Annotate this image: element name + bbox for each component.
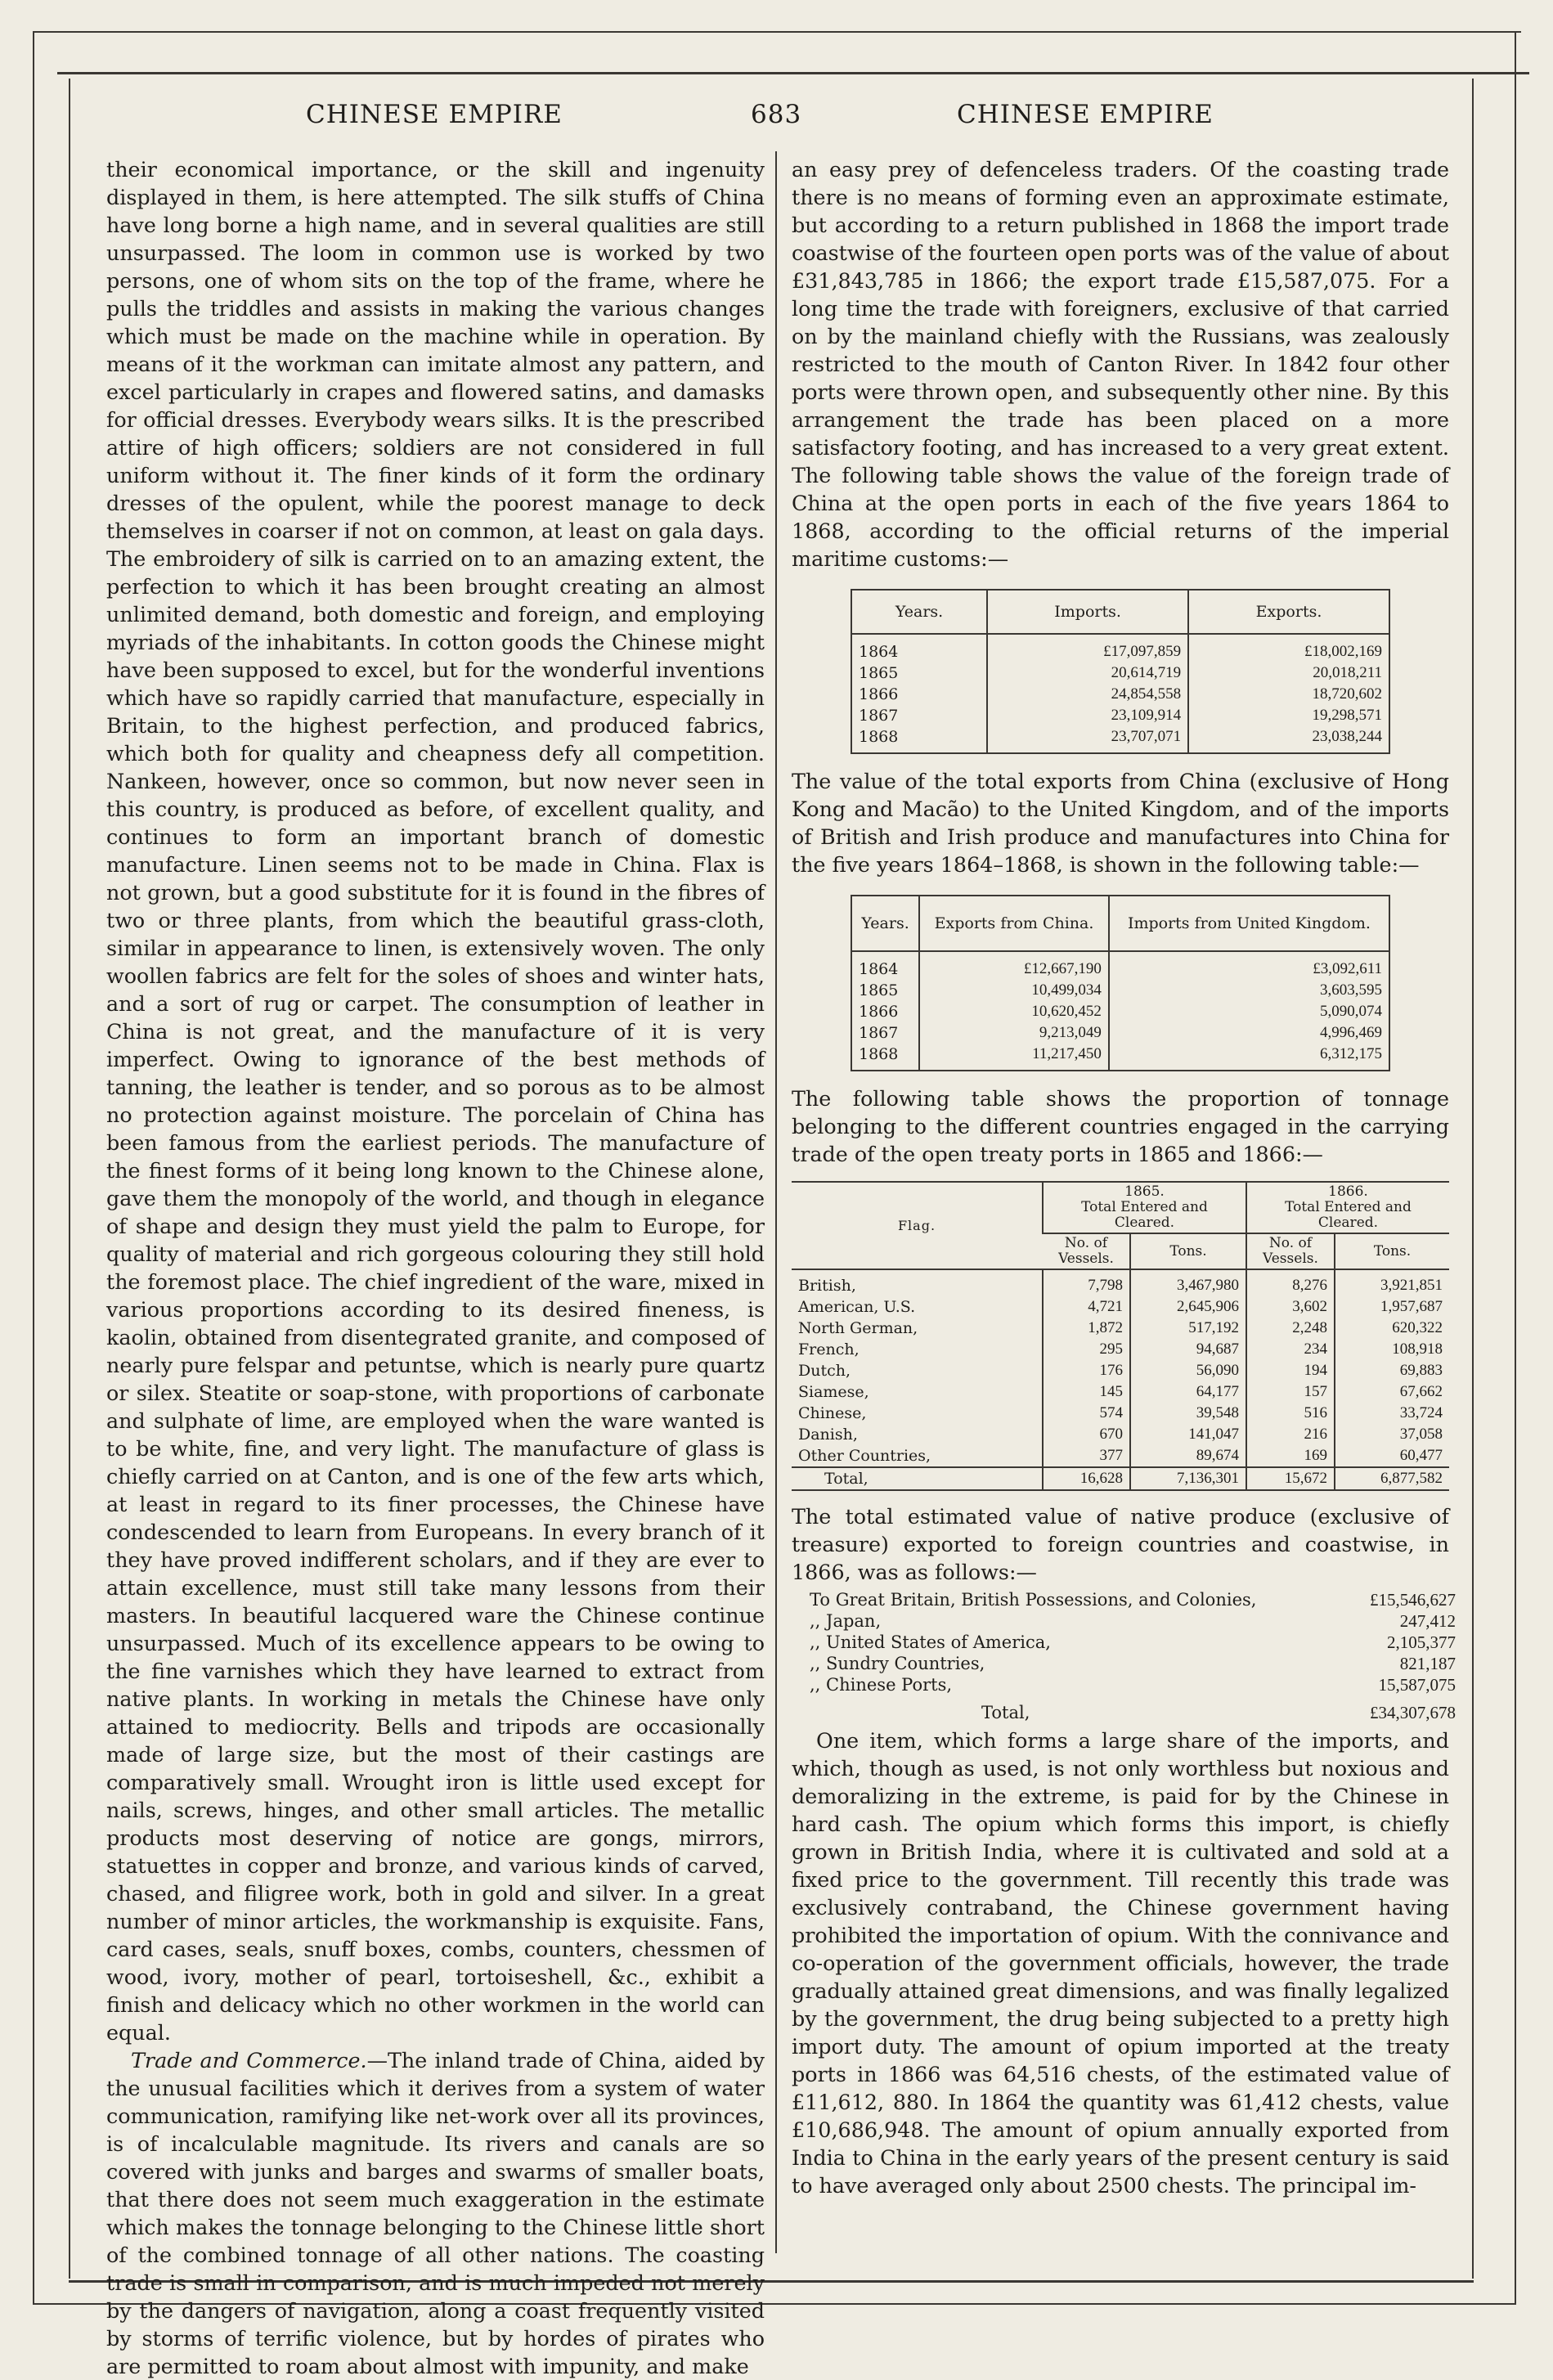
trade-text: —The inland trade of China, aided by the unusual facilities which it derives from a system of water communication, ramifying like net-work over all its provinces, is of incalculable magnitude. Its rivers and canals are so covered with junks and barges and swarms of smaller boats, that there does not seem much exaggeration in the estimate which makes the tonnage belonging to the Chinese little short of the combined tonnage of all other nations. The coasting trade is small in comparison, and is much impeded not merely by the dangers of navigation, along a coast frequently visited by storms of terrific violence, but by hordes of pirates who are permitted to roam about almost with impunity, and make xyxy=(106,2048,765,2378)
tons-1865: 517,192 xyxy=(1130,1318,1246,1339)
table1-year: 1864 xyxy=(859,643,899,661)
vessels-header-1866: No. of Vessels. xyxy=(1246,1233,1335,1269)
vessels-1865: 1,872 xyxy=(1043,1318,1130,1339)
flag-name: French, xyxy=(798,1340,860,1358)
table1-year: 1867 xyxy=(859,707,899,725)
table2-imports: 4,996,469 xyxy=(1109,1022,1389,1044)
table1-imports: 20,614,719 xyxy=(987,662,1188,684)
table-row xyxy=(851,1001,1389,1022)
table2-imports: 3,603,595 xyxy=(1109,980,1389,1001)
left-column xyxy=(106,155,765,2380)
tons-1865: 39,548 xyxy=(1130,1403,1246,1424)
table-row xyxy=(851,1022,1389,1044)
table1-header-imports: Imports. xyxy=(987,590,1188,634)
tons-1866: 3,921,851 xyxy=(1335,1269,1449,1296)
year-1865: 1865. xyxy=(1124,1183,1165,1200)
tons-1865: 64,177 xyxy=(1130,1381,1246,1403)
table2-header-years: Years. xyxy=(851,896,919,951)
tonnage-total-row xyxy=(792,1467,1449,1490)
table2-header-exports: Exports from China. xyxy=(919,896,1109,951)
trade-paragraph xyxy=(106,2046,765,2380)
table1-exports: 19,298,571 xyxy=(1188,705,1389,726)
table-row xyxy=(792,1360,1449,1381)
table2-exports: 10,620,452 xyxy=(919,1001,1109,1022)
flag-name: Danish, xyxy=(798,1426,858,1444)
group-label-1865: Total Entered and Cleared. xyxy=(1081,1199,1208,1231)
table-row xyxy=(792,1403,1449,1424)
table2-year: 1867 xyxy=(859,1024,899,1042)
vessels-1866: 2,248 xyxy=(1246,1318,1335,1339)
table1-imports: 23,109,914 xyxy=(987,705,1188,726)
table2-exports: £12,667,190 xyxy=(919,951,1109,980)
vessels-1866: 516 xyxy=(1246,1403,1335,1424)
page-number: 683 xyxy=(751,100,802,129)
list-item xyxy=(810,1610,1456,1632)
tons-1866: 60,477 xyxy=(1335,1445,1449,1467)
paragraph-native-produce: The total estimated value of native produce (exclusive of treasure) exported to foreign countries and coastwise, in 1866, was as follows:— xyxy=(792,1504,1449,1584)
table2-imports: 6,312,175 xyxy=(1109,1044,1389,1071)
table1-header-years: Years. xyxy=(851,590,987,634)
table-row xyxy=(792,1296,1449,1318)
table2-exports: 9,213,049 xyxy=(919,1022,1109,1044)
paragraph-opium: One item, which forms a large share of the imports, and which, though as used, is not only worthless but noxious and demoralizing in the extreme, is paid for by the Chinese in hard cash. The opium which forms this import, is chiefly grown in British India, where it is cultivated and sold at a fixed price to the government. Till recently this trade was exclusively contraband, the Chinese government having prohibited the importation of opium. With the connivance and co-operation of the government officials, however, the trade gradually attained great dimensions, and was finally legalized by the government, the drug being subjected to a pretty high import duty. The amount of opium imported at the treaty ports in 1866 was 64,516 chests, of the estimated value of £11,612, 880. In 1864 the quantity was 61,412 chests, value £10,686,948. The amount of opium annually exported from India to China in the early years of the present century is said to have averaged only about 2500 chests. The principal im- xyxy=(792,1728,1449,2198)
table-row xyxy=(792,1339,1449,1360)
vessels-1865: 377 xyxy=(1043,1445,1130,1467)
table2-exports: 10,499,034 xyxy=(919,980,1109,1001)
table1-year: 1866 xyxy=(859,685,899,703)
vessels-1866: 3,602 xyxy=(1246,1296,1335,1318)
frame-left-outer xyxy=(33,31,34,2305)
paragraph-uk-trade: The value of the total exports from China (exclusive of Hong Kong and Macão) to the United Kingdom, and of the imports of British and Irish produce and manufactures into China for the five years 1864–1868, is shown in the following table:— xyxy=(792,769,1449,877)
table2-header-imports: Imports from United Kingdom. xyxy=(1109,896,1389,951)
flag-name: Chinese, xyxy=(798,1404,867,1422)
table1-year: 1865 xyxy=(859,664,899,682)
table1-imports: 24,854,558 xyxy=(987,684,1188,705)
table1-imports: £17,097,859 xyxy=(987,634,1188,662)
flag-name: North German, xyxy=(798,1319,918,1337)
table-row xyxy=(792,1269,1449,1296)
table2-year: 1864 xyxy=(859,960,899,978)
total-vessels-1865: 16,628 xyxy=(1043,1467,1130,1490)
table1-exports: £18,002,169 xyxy=(1188,634,1389,662)
table1-imports: 23,707,071 xyxy=(987,726,1188,753)
table1-year: 1868 xyxy=(859,728,899,746)
tons-1866: 1,957,687 xyxy=(1335,1296,1449,1318)
tons-1865: 3,467,980 xyxy=(1130,1269,1246,1296)
running-head-left: CHINESE EMPIRE xyxy=(306,100,563,129)
value: 247,412 xyxy=(1399,1611,1456,1631)
tons-1865: 141,047 xyxy=(1130,1424,1246,1445)
table-row xyxy=(851,980,1389,1001)
flag-name: American, U.S. xyxy=(798,1298,916,1316)
tons-1866: 108,918 xyxy=(1335,1339,1449,1360)
vessels-1865: 574 xyxy=(1043,1403,1130,1424)
vessels-1866: 169 xyxy=(1246,1445,1335,1467)
table2-year: 1868 xyxy=(859,1045,899,1063)
table1-exports: 18,720,602 xyxy=(1188,684,1389,705)
table-row xyxy=(851,726,1389,753)
table-row xyxy=(851,634,1389,662)
flag-header: Flag. xyxy=(792,1182,1043,1269)
year-1866: 1866. xyxy=(1328,1183,1368,1200)
tons-1866: 37,058 xyxy=(1335,1424,1449,1445)
table2-imports: 5,090,074 xyxy=(1109,1001,1389,1022)
right-column xyxy=(792,155,1456,2199)
frame-top-inner xyxy=(57,72,1529,74)
native-total-value: £34,307,678 xyxy=(1370,1703,1456,1722)
tons-header-1865: Tons. xyxy=(1130,1233,1246,1269)
value: 821,187 xyxy=(1399,1654,1456,1673)
table2-year: 1865 xyxy=(859,981,899,999)
tons-1865: 94,687 xyxy=(1130,1339,1246,1360)
tonnage-table xyxy=(792,1181,1449,1491)
frame-top-outer xyxy=(33,31,1521,33)
destination: ,, Sundry Countries, xyxy=(810,1654,985,1673)
table2-exports: 11,217,450 xyxy=(919,1044,1109,1071)
table1-header-exports: Exports. xyxy=(1188,590,1389,634)
table-row xyxy=(851,705,1389,726)
group-label-1866: Total Entered and Cleared. xyxy=(1285,1199,1412,1231)
tons-1866: 69,883 xyxy=(1335,1360,1449,1381)
flag-name: Siamese, xyxy=(798,1383,869,1401)
table-row xyxy=(792,1424,1449,1445)
uk-trade-table xyxy=(851,895,1390,1071)
list-item xyxy=(810,1653,1456,1674)
vessels-1866: 157 xyxy=(1246,1381,1335,1403)
total-tons-1866: 6,877,582 xyxy=(1335,1467,1449,1490)
flag-name: Other Countries, xyxy=(798,1447,931,1465)
frame-left-inner xyxy=(69,79,70,2279)
left-paragraph: their economical importance, or the skill and ingenuity displayed in them, is here attempted. The silk stuffs of China have long borne a high name, and in several qualities are still unsurpassed. The loom in common use is worked by two persons, one of whom sits on the top of the frame, where he pulls the triddles and assists in making the various changes which must be made on the machine while in operation. By means of it the workman can imitate almost any pattern, and excel particularly in crapes and flowered satins, and damasks for official dresses. Everybody wears silks. It is the prescribed attire of high officers; soldiers are not considered in full uniform without it. The finer kinds of it form the ordinary dresses of the opulent, while the poorest manage to deck themselves in coarser if not on common, at least on gala days. The embroidery of silk is carried on to an amazing extent, the perfection to which it has been brought creating an almost unlimited demand, both domestic and foreign, and employing myriads of the inhabitants. In cotton goods the Chinese might have been supposed to excel, but for the wonderful inventions which have so rapidly carried that manufacture, especially in Britain, to the highest perfection, and produced fabrics, which both for quality and cheapness defy all competition. Nankeen, however, once so common, but now never seen in this country, is produced as before, of excellent quality, and continues to form an important branch of domestic manufacture. Linen seems not to be made in China. Flax is not grown, but a good substitute for it is found in the fibres of two or three plants, from which the beautiful grass-cloth, similar in appearance to linen, is extensively woven. The only woollen fabrics are felt for the soles of shoes and winter hats, and a sort of rug or carpet. The consumption of leather in China is not great, and the manufacture of it is very imperfect. Owing to ignorance of the best methods of tanning, the leather is tender, and so porous as to be almost no protection against moisture. The porcelain of China has been famous from the earliest periods. The manufacture of the finest forms of it being long known to the Chinese alone, gave them the monopoly of the world, and though in elegance of shape and design they must yield the palm to Europe, for quality of material and rich gorgeous colouring they still hold the foremost place. The chief ingredient of the ware, mixed in various proportions according to its desired fineness, is kaolin, obtained from disentegrated granite, and composed of nearly pure felspar and petuntse, which is nearly pure quartz or silex. Steatite or soap-stone, with proportions of carbonate and sulphate of lime, are employed when the ware wanted is to be white, fine, and very light. The manufacture of glass is chiefly carried on at Canton, and is one of the few arts which, at least in regard to its finer processes, the Chinese have condescended to learn from Europeans. In every branch of it they have proved indifferent scholars, and if they are ever to attain excellence, must still take many lessons from their masters. In beautiful lacquered ware the Chinese continue unsurpassed. Much of its excellence appears to be owing to the fine varnishes which they have learned to extract from native plants. In working in metals the Chinese have only attained to mediocrity. Bells and tripods are occasionally made of large size, but the most of their castings are comparatively small. Wrought iron is little used except for nails, screws, hinges, and other small articles. The metallic products most deserving of notice are gongs, mirrors, statuettes in copper and bronze, and various kinds of carved, chased, and filigree work, both in gold and silver. In a great number of minor articles, the workmanship is exquisite. Fans, card cases, seals, snuff boxes, combs, counters, chessmen of wood, ivory, mother of pearl, tortoiseshell, &c., exhibit a finish and delicacy which no other workmen in the world can equal. xyxy=(106,157,765,2045)
paragraph-tonnage: The following table shows the proportion of tonnage belonging to the different countries engaged in the carrying trade of the open treaty ports in 1865 and 1866:— xyxy=(792,1086,1449,1166)
native-total-label: Total, xyxy=(981,1703,1030,1722)
tons-1865: 2,645,906 xyxy=(1130,1296,1246,1318)
year-1866-header xyxy=(1246,1182,1449,1233)
destination: ,, Japan, xyxy=(810,1611,882,1631)
total-vessels-1866: 15,672 xyxy=(1246,1467,1335,1490)
table-row xyxy=(851,662,1389,684)
table-row xyxy=(792,1445,1449,1467)
foreign-trade-table xyxy=(851,589,1390,754)
value: 15,587,075 xyxy=(1378,1675,1456,1695)
table-row xyxy=(851,951,1389,980)
table2-year: 1866 xyxy=(859,1003,899,1021)
table-row xyxy=(851,1044,1389,1071)
table1-exports: 20,018,211 xyxy=(1188,662,1389,684)
native-produce-table xyxy=(810,1589,1456,1723)
year-1865-header xyxy=(1043,1182,1246,1233)
vessels-1865: 295 xyxy=(1043,1339,1130,1360)
total-tons-1865: 7,136,301 xyxy=(1130,1467,1246,1490)
flag-name: Dutch, xyxy=(798,1362,851,1380)
tons-1866: 67,662 xyxy=(1335,1381,1449,1403)
table-row xyxy=(792,1381,1449,1403)
vessels-1866: 216 xyxy=(1246,1424,1335,1445)
frame-right-inner xyxy=(1472,79,1474,2279)
table2-imports: £3,092,611 xyxy=(1109,951,1389,980)
list-item xyxy=(810,1589,1456,1610)
tons-1865: 56,090 xyxy=(1130,1360,1246,1381)
total-label: Total, xyxy=(792,1467,1043,1490)
vessels-1865: 4,721 xyxy=(1043,1296,1130,1318)
destination: ,, Chinese Ports, xyxy=(810,1675,953,1695)
trade-heading: Trade and Commerce. xyxy=(131,2048,367,2072)
list-item xyxy=(810,1674,1456,1695)
column-divider xyxy=(775,151,777,2253)
native-total-row xyxy=(810,1695,1456,1723)
vessels-1865: 145 xyxy=(1043,1381,1130,1403)
value: 2,105,377 xyxy=(1387,1632,1456,1652)
destination: To Great Britain, British Possessions, and Colonies, xyxy=(810,1590,1257,1610)
frame-right-outer xyxy=(1515,31,1516,2305)
vessels-1866: 8,276 xyxy=(1246,1269,1335,1296)
running-head-right: CHINESE EMPIRE xyxy=(957,100,1214,129)
vessels-1866: 234 xyxy=(1246,1339,1335,1360)
list-item xyxy=(810,1632,1456,1653)
flag-name: British, xyxy=(798,1277,856,1295)
right-intro-paragraph: an easy prey of defenceless traders. Of the coasting trade there is no means of forming even an approximate estimate, but according to a return published in 1868 the import trade coastwise of the fourteen open ports was of the value of about £31,843,785 in 1866; the export trade £15,587,075. For a long time the trade with foreigners, exclusive of that carried on by the mainland chiefly with the Russians, was zealously restricted to the mouth of Canton River. In 1842 four other ports were thrown open, and subsequently other nine. By this arrangement the trade has been placed on a more satisfactory footing, and has increased to a very great extent. The following table shows the value of the foreign trade of China at the open ports in each of the five years 1864 to 1868, according to the official returns of the imperial maritime customs:— xyxy=(792,157,1449,571)
vessels-1866: 194 xyxy=(1246,1360,1335,1381)
tons-1865: 89,674 xyxy=(1130,1445,1246,1467)
tons-1866: 620,322 xyxy=(1335,1318,1449,1339)
table-row xyxy=(792,1318,1449,1339)
tons-header-1866: Tons. xyxy=(1335,1233,1449,1269)
table1-exports: 23,038,244 xyxy=(1188,726,1389,753)
destination: ,, United States of America, xyxy=(810,1632,1051,1652)
table-row xyxy=(851,684,1389,705)
tons-1866: 33,724 xyxy=(1335,1403,1449,1424)
value: £15,546,627 xyxy=(1370,1590,1456,1610)
vessels-1865: 7,798 xyxy=(1043,1269,1130,1296)
vessels-1865: 176 xyxy=(1043,1360,1130,1381)
vessels-1865: 670 xyxy=(1043,1424,1130,1445)
vessels-header-1865: No. of Vessels. xyxy=(1043,1233,1130,1269)
